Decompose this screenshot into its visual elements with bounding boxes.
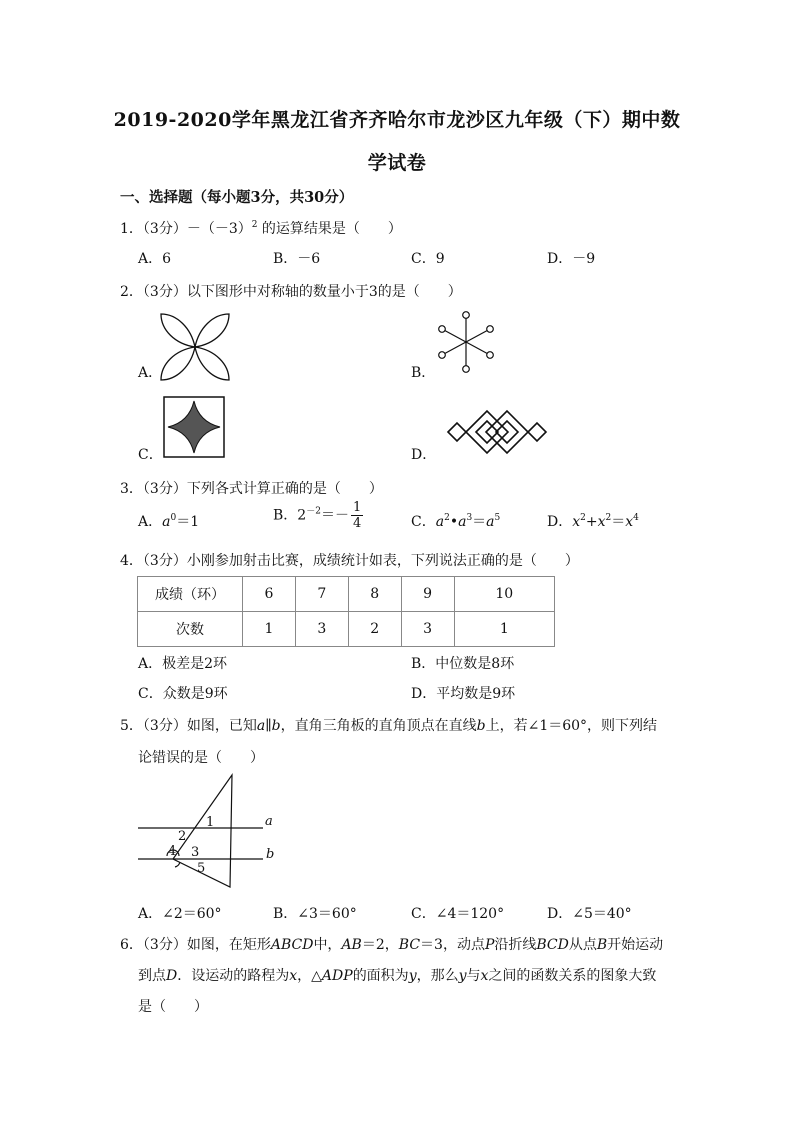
q5-option-d[interactable]: D．∠5＝40° <box>547 906 632 922</box>
q2-option-d[interactable]: D． <box>411 447 437 463</box>
table-cell: 6 <box>243 577 296 612</box>
q5-figure-parallel-lines-triangle <box>135 772 285 894</box>
q1-option-d[interactable]: D．－9 <box>547 251 596 267</box>
q6-var: BC <box>398 937 421 953</box>
q2-option-b[interactable]: B． <box>411 365 436 381</box>
table-cell: 1 <box>243 612 296 647</box>
q3-d-exp1: 2 <box>580 513 586 523</box>
q2-figure-d-interlocking-diamonds <box>437 405 557 459</box>
table-cell: 8 <box>348 577 401 612</box>
q3-c-base1: a <box>435 514 445 530</box>
table-cell: 1 <box>454 612 554 647</box>
q6-text: 与 <box>466 968 481 984</box>
q6-var: y <box>408 968 417 984</box>
q2-figure-c-square-with-star <box>163 396 225 458</box>
q6-var: B <box>596 937 608 953</box>
q3-a-exp: 0 <box>170 513 177 523</box>
q3-d-base1: x <box>572 514 581 530</box>
table-cell: 3 <box>295 612 348 647</box>
table-cell: 2 <box>348 612 401 647</box>
q5-angle-2-label: 2 <box>178 829 187 844</box>
q3-a-rest: ＝1 <box>176 514 200 530</box>
question-5-line2: 论错误的是（ ） <box>138 750 264 766</box>
q5-option-a[interactable]: A．∠2＝60° <box>138 906 222 922</box>
page-title-line2: 学试卷 <box>367 152 427 174</box>
q5-line-a: a <box>256 718 266 734</box>
q3-d-base2: x <box>597 514 606 530</box>
q2-option-c[interactable]: C． <box>138 447 163 463</box>
question-2-stem: 2．（3分）以下图形中对称轴的数量小于3的是（ ） <box>120 284 462 300</box>
table-row <box>138 612 555 647</box>
q6-var: D <box>166 968 178 984</box>
q3-c-label: C． <box>411 514 436 530</box>
section-heading: 一、选择题（每小题3分，共30分） <box>120 189 354 206</box>
q3-d-label: D． <box>547 514 573 530</box>
q6-var: ABCD <box>270 937 314 953</box>
q5-line-b-label: b <box>266 847 275 862</box>
q6-var: AB <box>341 937 362 953</box>
q6-text: 的面积为 <box>352 968 409 984</box>
q3-d-exp2: 2 <box>605 513 612 523</box>
q3-b-rest: ＝－ <box>320 507 349 524</box>
table-cell: 9 <box>401 577 454 612</box>
q4-option-d[interactable]: D．平均数是9环 <box>411 686 516 702</box>
table-cell: 成绩（环） <box>138 577 243 612</box>
question-6-line3: 是（ ） <box>138 999 208 1015</box>
question-1-stem <box>120 218 402 238</box>
q6-text: ，△ <box>297 968 322 984</box>
q1-stem-post: 的运算结果是（ ） <box>261 221 402 237</box>
q5-text: ，直角三角板的直角顶点在直线 <box>280 718 477 734</box>
q6-var: x <box>480 968 489 984</box>
q2-option-a[interactable]: A． <box>138 365 163 381</box>
q3-b-base: 2 <box>297 507 307 524</box>
q5-option-b[interactable]: B．∠3＝60° <box>273 906 357 922</box>
q3-c-exp1: 2 <box>444 513 450 523</box>
q5-text: 5．（3分）如图，已知 <box>120 718 257 734</box>
table-cell: 3 <box>401 612 454 647</box>
q5-text: 上，若∠1＝60°，则下列结 <box>485 718 658 734</box>
q6-text: 6．（3分）如图，在矩形 <box>120 937 271 953</box>
q3-b-label: B． <box>273 507 298 524</box>
q3-option-b[interactable] <box>273 500 363 531</box>
q3-option-d[interactable] <box>547 511 639 531</box>
q6-text: ＝3，动点 <box>420 937 485 953</box>
q1-stem-pre: 1．（3分）－（－3） <box>120 221 252 237</box>
q3-c-exp3: 5 <box>494 513 501 523</box>
q2-figure-a-four-petal-flower <box>155 308 235 386</box>
q3-option-c[interactable] <box>411 511 500 531</box>
q3-a-base: a <box>162 514 171 530</box>
page-title-line1: 2019-2020学年黑龙江省齐齐哈尔市龙沙区九年级（下）期中数 <box>113 109 681 131</box>
q3-b-exp: －2 <box>306 506 321 517</box>
q6-text: 到点 <box>138 968 166 984</box>
q5-line-a-label: a <box>265 814 273 829</box>
q6-var: P <box>484 937 495 953</box>
q3-c-eq: ＝ <box>472 514 487 530</box>
q3-a-label: A． <box>138 514 163 530</box>
q1-option-b[interactable]: B．－6 <box>273 251 321 267</box>
q6-var: BCD <box>536 937 569 953</box>
score-table <box>137 576 555 647</box>
table-row <box>138 577 555 612</box>
q3-d-plus: + <box>585 514 598 530</box>
q6-text: 从点 <box>568 937 597 953</box>
q6-text: ，那么 <box>416 968 459 984</box>
q6-text: ＝2， <box>361 937 399 953</box>
q3-b-numerator: 1 <box>352 500 362 515</box>
q5-line-b: b <box>271 718 281 734</box>
q3-b-denominator: 4 <box>352 516 362 531</box>
q3-d-base3: x <box>625 514 634 530</box>
question-4-stem: 4．（3分）小刚参加射击比赛，成绩统计如表，下列说法正确的是（ ） <box>120 553 579 569</box>
q6-text: 沿折线 <box>494 937 537 953</box>
q4-option-b[interactable]: B．中位数是8环 <box>411 656 515 672</box>
q3-c-base3: a <box>486 514 495 530</box>
q6-var: y <box>458 968 467 984</box>
q5-line-b: b <box>476 718 486 734</box>
q6-text: 中， <box>313 937 342 953</box>
table-cell: 10 <box>454 577 554 612</box>
q3-d-exp3: 4 <box>633 513 639 523</box>
q1-stem-exp: 2 <box>251 220 258 230</box>
table-cell: 次数 <box>138 612 243 647</box>
q2-figure-b-six-spoke-star <box>432 308 500 376</box>
question-5-line1 <box>120 715 657 735</box>
q6-text: ．设运动的路程为 <box>177 968 290 984</box>
question-6-line1 <box>120 934 663 954</box>
q6-text: 开始运动 <box>607 937 664 953</box>
q1-option-a[interactable]: A．6 <box>138 251 172 267</box>
q3-c-exp2: 3 <box>466 513 473 523</box>
q3-option-a[interactable] <box>138 511 199 531</box>
q5-angle-3-label: 3 <box>191 845 200 860</box>
q3-c-base2: a <box>458 514 467 530</box>
q4-option-a[interactable]: A．极差是2环 <box>138 656 228 672</box>
q3-c-dot: • <box>449 514 459 530</box>
q6-var: x <box>289 968 298 984</box>
q5-angle-5-label: 5 <box>197 861 206 876</box>
q5-angle-1-label: 1 <box>206 815 215 830</box>
table-cell: 7 <box>295 577 348 612</box>
q3-d-eq: ＝ <box>611 514 626 530</box>
q6-var: ADP <box>321 968 353 984</box>
q6-text: 之间的函数关系的图象大致 <box>488 968 657 984</box>
q5-parallel: ∥ <box>265 718 272 734</box>
question-3-stem: 3．（3分）下列各式计算正确的是（ ） <box>120 481 383 497</box>
q3-b-fraction <box>351 500 363 531</box>
q5-angle-4-label: 4 <box>168 844 177 859</box>
q1-option-c[interactable]: C．9 <box>411 251 445 267</box>
q4-option-c[interactable]: C．众数是9环 <box>138 686 228 702</box>
q5-option-c[interactable]: C．∠4＝120° <box>411 906 505 922</box>
question-6-line2 <box>138 965 656 985</box>
